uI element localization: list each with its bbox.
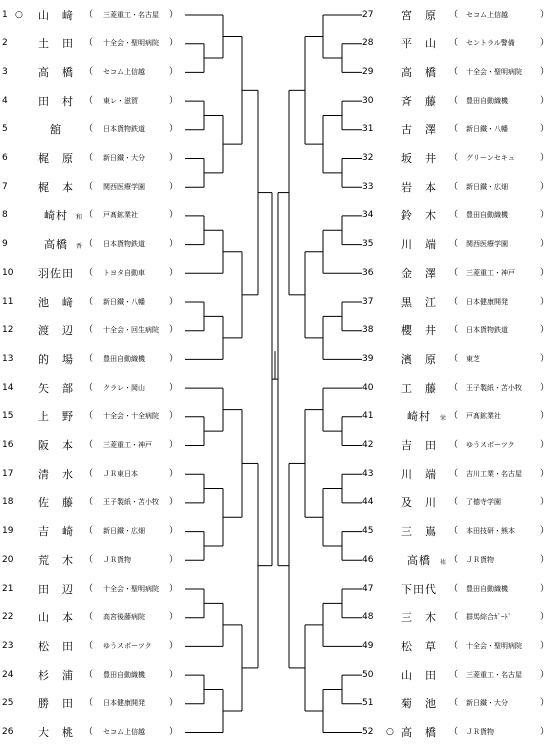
paren-close: ） (169, 153, 179, 163)
team-name: 日本貨物鉄道 (103, 240, 145, 249)
team-name: 王子製紙・苫小牧 (466, 383, 522, 392)
player-name: 坂 井 (401, 152, 437, 165)
paren-open: （ (449, 698, 459, 709)
player-name: 渡 辺 (38, 324, 74, 338)
player-name: 崎村 (407, 410, 431, 424)
paren-open: （ (84, 38, 94, 49)
entry-number: 3 (2, 66, 8, 77)
entry-number: 49 (362, 640, 374, 651)
player-name: 矢 部 (38, 381, 74, 395)
paren-close: ） (540, 468, 550, 479)
team-name: 高宮後藤病院 (103, 613, 145, 622)
player-name: 阪 本 (38, 439, 74, 452)
paren-open: （ (449, 554, 459, 565)
player-name: 上 野 (38, 410, 74, 424)
entry-number: 50 (362, 669, 374, 680)
entry-number: 24 (2, 669, 14, 680)
player-name-suffix: 栄 (440, 415, 447, 423)
paren-close: ） (540, 612, 550, 623)
entry-number: 31 (362, 124, 374, 135)
player-name: 清 水 (38, 467, 74, 481)
entry-number: 22 (2, 612, 14, 623)
paren-close: ） (169, 698, 179, 709)
player-name: 的 場 (38, 352, 74, 366)
team-name: 豊田自動織機 (103, 354, 145, 363)
team-name: ＪＲ貨物 (466, 728, 494, 736)
paren-close: ） (169, 239, 179, 250)
paren-close: ） (169, 497, 179, 508)
paren-close: ） (540, 411, 550, 422)
team-name: 本田技研・熊本 (466, 527, 515, 536)
paren-close: ） (540, 669, 550, 680)
team-name: 日本貨物鉄道 (466, 326, 508, 335)
paren-open: （ (84, 153, 94, 163)
player-name: 荒 木 (38, 553, 74, 567)
paren-open: （ (449, 325, 459, 336)
player-name: 高 橋 (38, 65, 74, 79)
entry-number: 38 (362, 325, 374, 336)
paren-open: （ (449, 181, 459, 192)
player-name: 崎村 (44, 209, 68, 223)
entry-number: 17 (2, 468, 14, 479)
paren-close: ） (540, 382, 550, 393)
paren-open: （ (449, 296, 459, 307)
team-name: 豊田自動織機 (466, 211, 508, 220)
entry-number: 8 (2, 210, 8, 221)
entry-number: 33 (362, 181, 374, 192)
player-name: 松 田 (38, 639, 74, 653)
team-name: セコム上信越 (103, 67, 145, 76)
paren-open: （ (84, 698, 94, 709)
paren-open: （ (84, 612, 94, 623)
entry-number: 12 (2, 325, 14, 336)
paren-open: （ (449, 95, 459, 106)
team-name: トヨタ自動車 (103, 268, 145, 277)
paren-close: ） (540, 38, 550, 49)
entry-number: 19 (2, 526, 14, 537)
team-name: ＪＲ貨物 (466, 555, 494, 564)
paren-close: ） (540, 640, 550, 651)
team-name: 三菱重工・名古屋 (103, 10, 159, 19)
paren-open: （ (84, 468, 94, 479)
paren-open: （ (84, 66, 94, 77)
player-name: 吉 田 (401, 439, 437, 452)
team-name: 関西医療学園 (103, 182, 145, 191)
player-name: 櫻 井 (401, 324, 437, 338)
paren-close: ） (540, 95, 550, 106)
team-name: 十全会・聖明病院 (103, 584, 159, 593)
entry-number: 18 (2, 497, 14, 508)
paren-close: ） (169, 727, 179, 737)
player-name: 池 﨑 (38, 295, 74, 309)
paren-open: （ (449, 382, 459, 393)
paren-open: （ (449, 411, 459, 422)
team-name: 日本健康開発 (103, 699, 145, 708)
team-name: グリーンセキュ (466, 154, 515, 162)
paren-open: （ (449, 153, 459, 163)
player-name: 高 橋 (401, 726, 437, 739)
paren-close: ） (169, 210, 179, 221)
player-name: 羽佐田 (38, 266, 74, 280)
team-name: ゆうスポーツク (103, 641, 152, 650)
player-name: 山 田 (401, 668, 437, 682)
paren-close: ） (540, 583, 550, 594)
player-name: 梶 原 (38, 152, 74, 165)
paren-open: （ (84, 95, 94, 106)
paren-open: （ (84, 353, 94, 364)
player-name: 鈴 木 (401, 209, 437, 223)
team-name: 王子製紙・苫小牧 (103, 498, 159, 507)
paren-close: ） (540, 554, 550, 565)
paren-open: （ (449, 353, 459, 364)
team-name: 群馬綜合ｶﾞｰﾄﾞ (466, 613, 512, 622)
entry-number: 42 (362, 440, 374, 450)
player-name: 菊 池 (401, 697, 437, 711)
player-name: 山 本 (38, 611, 74, 625)
paren-open: （ (449, 440, 459, 450)
team-name: 豊田自動織機 (466, 96, 508, 105)
paren-close: ） (169, 554, 179, 565)
paren-close: ） (540, 353, 550, 364)
player-name: 川 端 (401, 467, 437, 481)
entry-number: 28 (362, 38, 374, 49)
paren-open: （ (449, 239, 459, 250)
paren-open: （ (84, 640, 94, 651)
paren-close: ） (169, 440, 179, 450)
player-name: 古 澤 (401, 123, 437, 137)
paren-open: （ (84, 554, 94, 565)
player-name: 岩 本 (401, 180, 437, 194)
entry-number: 21 (2, 583, 14, 594)
paren-open: （ (84, 382, 94, 393)
player-name: 土 田 (38, 37, 74, 51)
paren-close: ） (540, 727, 550, 737)
team-name: 十全会・回生病院 (103, 326, 159, 335)
entry-number: 14 (2, 382, 14, 393)
team-name: 十全会・聖明病院 (466, 67, 522, 76)
entry-number: 29 (362, 66, 374, 77)
entry-number: 51 (362, 698, 374, 709)
paren-open: （ (449, 9, 459, 20)
paren-close: ） (169, 612, 179, 623)
paren-close: ） (169, 95, 179, 106)
team-name: 東芝 (466, 354, 480, 363)
player-name: 濱 原 (401, 352, 437, 366)
entry-number: 15 (2, 411, 14, 422)
player-name: 宮 原 (401, 8, 437, 22)
paren-close: ） (169, 640, 179, 651)
paren-open: （ (449, 640, 459, 651)
team-name: セコム上信越 (103, 728, 145, 736)
paren-close: ） (169, 468, 179, 479)
player-name-suffix: 香 (76, 243, 83, 251)
paren-close: ） (169, 9, 179, 20)
paren-close: ） (540, 267, 550, 278)
team-name: 新日鐵・八幡 (103, 297, 145, 306)
player-name: 勝 田 (38, 697, 74, 711)
paren-open: （ (84, 124, 94, 135)
player-name-suffix: 祐 (440, 558, 447, 566)
team-name: 三菱重工・名古屋 (466, 670, 522, 679)
player-name: 杉 浦 (38, 668, 74, 682)
paren-open: （ (449, 210, 459, 221)
paren-close: ） (169, 669, 179, 680)
team-name: ＪＲ貨物 (103, 555, 131, 564)
entry-number: 40 (362, 382, 374, 393)
player-name: 梶 本 (38, 180, 74, 194)
entry-number: 1 (2, 9, 8, 20)
team-name: 豊田自動織機 (466, 584, 508, 593)
team-name: 吉川工業・名古屋 (466, 469, 522, 478)
entry-number: 20 (2, 554, 14, 565)
paren-open: （ (84, 583, 94, 594)
player-name: 及 川 (401, 496, 437, 510)
paren-close: ） (540, 296, 550, 307)
paren-open: （ (449, 612, 459, 623)
player-name-suffix: 和 (76, 214, 83, 222)
team-name: ゆうスポーツク (466, 441, 515, 449)
player-name: 金 澤 (401, 266, 437, 280)
player-name: 三 嶌 (401, 525, 437, 539)
player-name: 高橋 (44, 238, 68, 252)
player-name: 吉 崎 (38, 525, 74, 539)
paren-close: ） (169, 267, 179, 278)
team-name: 豊田自動織機 (103, 670, 145, 679)
player-name: 松 草 (401, 639, 437, 653)
entry-number: 35 (362, 239, 374, 250)
paren-open: （ (84, 411, 94, 422)
entry-number: 2 (2, 38, 8, 49)
entry-number: 10 (2, 267, 14, 278)
team-name: 日本健康開発 (466, 297, 508, 306)
player-name: 田 辺 (38, 582, 74, 596)
team-name: 了德寺学園 (466, 498, 501, 507)
paren-open: （ (449, 267, 459, 278)
entry-number: 47 (362, 583, 374, 594)
paren-close: ） (169, 353, 179, 364)
paren-close: ） (540, 698, 550, 709)
team-name: セントラル警備 (466, 39, 515, 48)
team-name: 新日鐵・八幡 (466, 125, 508, 134)
paren-close: ） (540, 9, 550, 20)
entry-number: 36 (362, 267, 374, 278)
paren-open: （ (84, 526, 94, 537)
paren-open: （ (84, 181, 94, 192)
entry-number: 4 (2, 95, 8, 106)
player-name: 高橋 (407, 553, 431, 567)
paren-close: ） (169, 411, 179, 422)
entry-number: 6 (2, 153, 8, 163)
paren-close: ） (169, 382, 179, 393)
paren-close: ） (540, 497, 550, 508)
paren-open: （ (84, 440, 94, 450)
paren-open: （ (84, 325, 94, 336)
team-name: 関西医療学園 (466, 240, 508, 249)
team-name: セコム上信越 (466, 10, 508, 19)
seed-mark: ○ (386, 727, 394, 737)
paren-open: （ (449, 497, 459, 508)
paren-close: ） (169, 181, 179, 192)
entry-number: 52 (362, 727, 374, 737)
entry-number: 45 (362, 526, 374, 537)
paren-close: ） (169, 526, 179, 537)
player-name: 平 山 (401, 37, 437, 51)
paren-open: （ (449, 583, 459, 594)
paren-close: ） (169, 66, 179, 77)
entry-number: 37 (362, 296, 374, 307)
paren-close: ） (540, 210, 550, 221)
paren-open: （ (84, 497, 94, 508)
player-name: 田 村 (38, 94, 74, 108)
team-name: クラレ・岡山 (103, 383, 145, 392)
entry-number: 43 (362, 468, 374, 479)
paren-open: （ (449, 727, 459, 737)
paren-open: （ (449, 526, 459, 537)
player-name: 高 橋 (401, 65, 437, 79)
team-name: 戸髙鉱業社 (103, 211, 138, 220)
entry-number: 48 (362, 612, 374, 623)
paren-close: ） (540, 153, 550, 163)
paren-close: ） (540, 325, 550, 336)
team-name: 新日鐵・広畑 (103, 527, 145, 536)
paren-close: ） (169, 296, 179, 307)
team-name: 十全会・聖明病院 (103, 39, 159, 48)
entry-number: 23 (2, 640, 14, 651)
paren-close: ） (540, 124, 550, 135)
entry-number: 7 (2, 181, 8, 192)
paren-close: ） (540, 526, 550, 537)
player-name: 黒 江 (401, 295, 437, 309)
entry-number: 39 (362, 353, 374, 364)
entry-number: 34 (362, 210, 374, 221)
entry-number: 30 (362, 95, 374, 106)
paren-close: ） (169, 583, 179, 594)
paren-close: ） (169, 124, 179, 135)
entry-number: 11 (2, 296, 14, 307)
team-name: 新日鐵・大分 (103, 154, 145, 162)
paren-open: （ (84, 9, 94, 20)
paren-close: ） (540, 440, 550, 450)
paren-close: ） (540, 181, 550, 192)
team-name: 新日鐵・大分 (466, 699, 508, 708)
entry-number: 46 (362, 554, 374, 565)
player-name: 斉 藤 (401, 94, 437, 108)
player-name: 下田代 (401, 582, 437, 596)
paren-close: ） (169, 325, 179, 336)
entry-number: 13 (2, 353, 14, 364)
entry-number: 27 (362, 9, 374, 20)
entry-number: 16 (2, 440, 14, 450)
team-name: 三菱重工・神戸 (103, 441, 152, 449)
paren-close: ） (540, 239, 550, 250)
entry-number: 5 (2, 124, 8, 135)
team-name: 戸髙鉱業社 (466, 412, 501, 421)
entry-number: 32 (362, 153, 374, 163)
player-name: 山 﨑 (38, 8, 74, 22)
paren-open: （ (84, 239, 94, 250)
team-name: 三菱重工・神戸 (466, 268, 515, 277)
paren-close: ） (540, 66, 550, 77)
team-name: 十全会・聖明病院 (466, 641, 522, 650)
entry-number: 44 (362, 497, 374, 508)
entry-number: 25 (2, 698, 14, 709)
paren-open: （ (449, 38, 459, 49)
entry-number: 26 (2, 727, 14, 737)
entry-number: 41 (362, 411, 374, 422)
player-name: 工 藤 (401, 381, 437, 395)
team-name: 十全会・十全病院 (103, 412, 159, 421)
paren-open: （ (449, 669, 459, 680)
entry-number: 9 (2, 239, 8, 250)
player-name: 舘 (50, 123, 62, 137)
team-name: ＪＲ東日本 (103, 469, 138, 478)
player-name: 佐 藤 (38, 496, 74, 510)
team-name: 日本貨物鉄道 (103, 125, 145, 134)
team-name: 東レ・滋賀 (103, 96, 138, 105)
seed-mark: ○ (15, 9, 23, 20)
player-name: 大 桃 (38, 726, 74, 739)
player-name: 川 端 (401, 238, 437, 252)
paren-open: （ (84, 267, 94, 278)
player-name: 三 木 (401, 611, 437, 625)
paren-open: （ (449, 468, 459, 479)
paren-open: （ (84, 210, 94, 221)
team-name: 新日鐵・広畑 (466, 182, 508, 191)
paren-open: （ (84, 296, 94, 307)
paren-open: （ (84, 727, 94, 737)
paren-open: （ (84, 669, 94, 680)
paren-open: （ (449, 124, 459, 135)
paren-open: （ (449, 66, 459, 77)
paren-close: ） (169, 38, 179, 49)
